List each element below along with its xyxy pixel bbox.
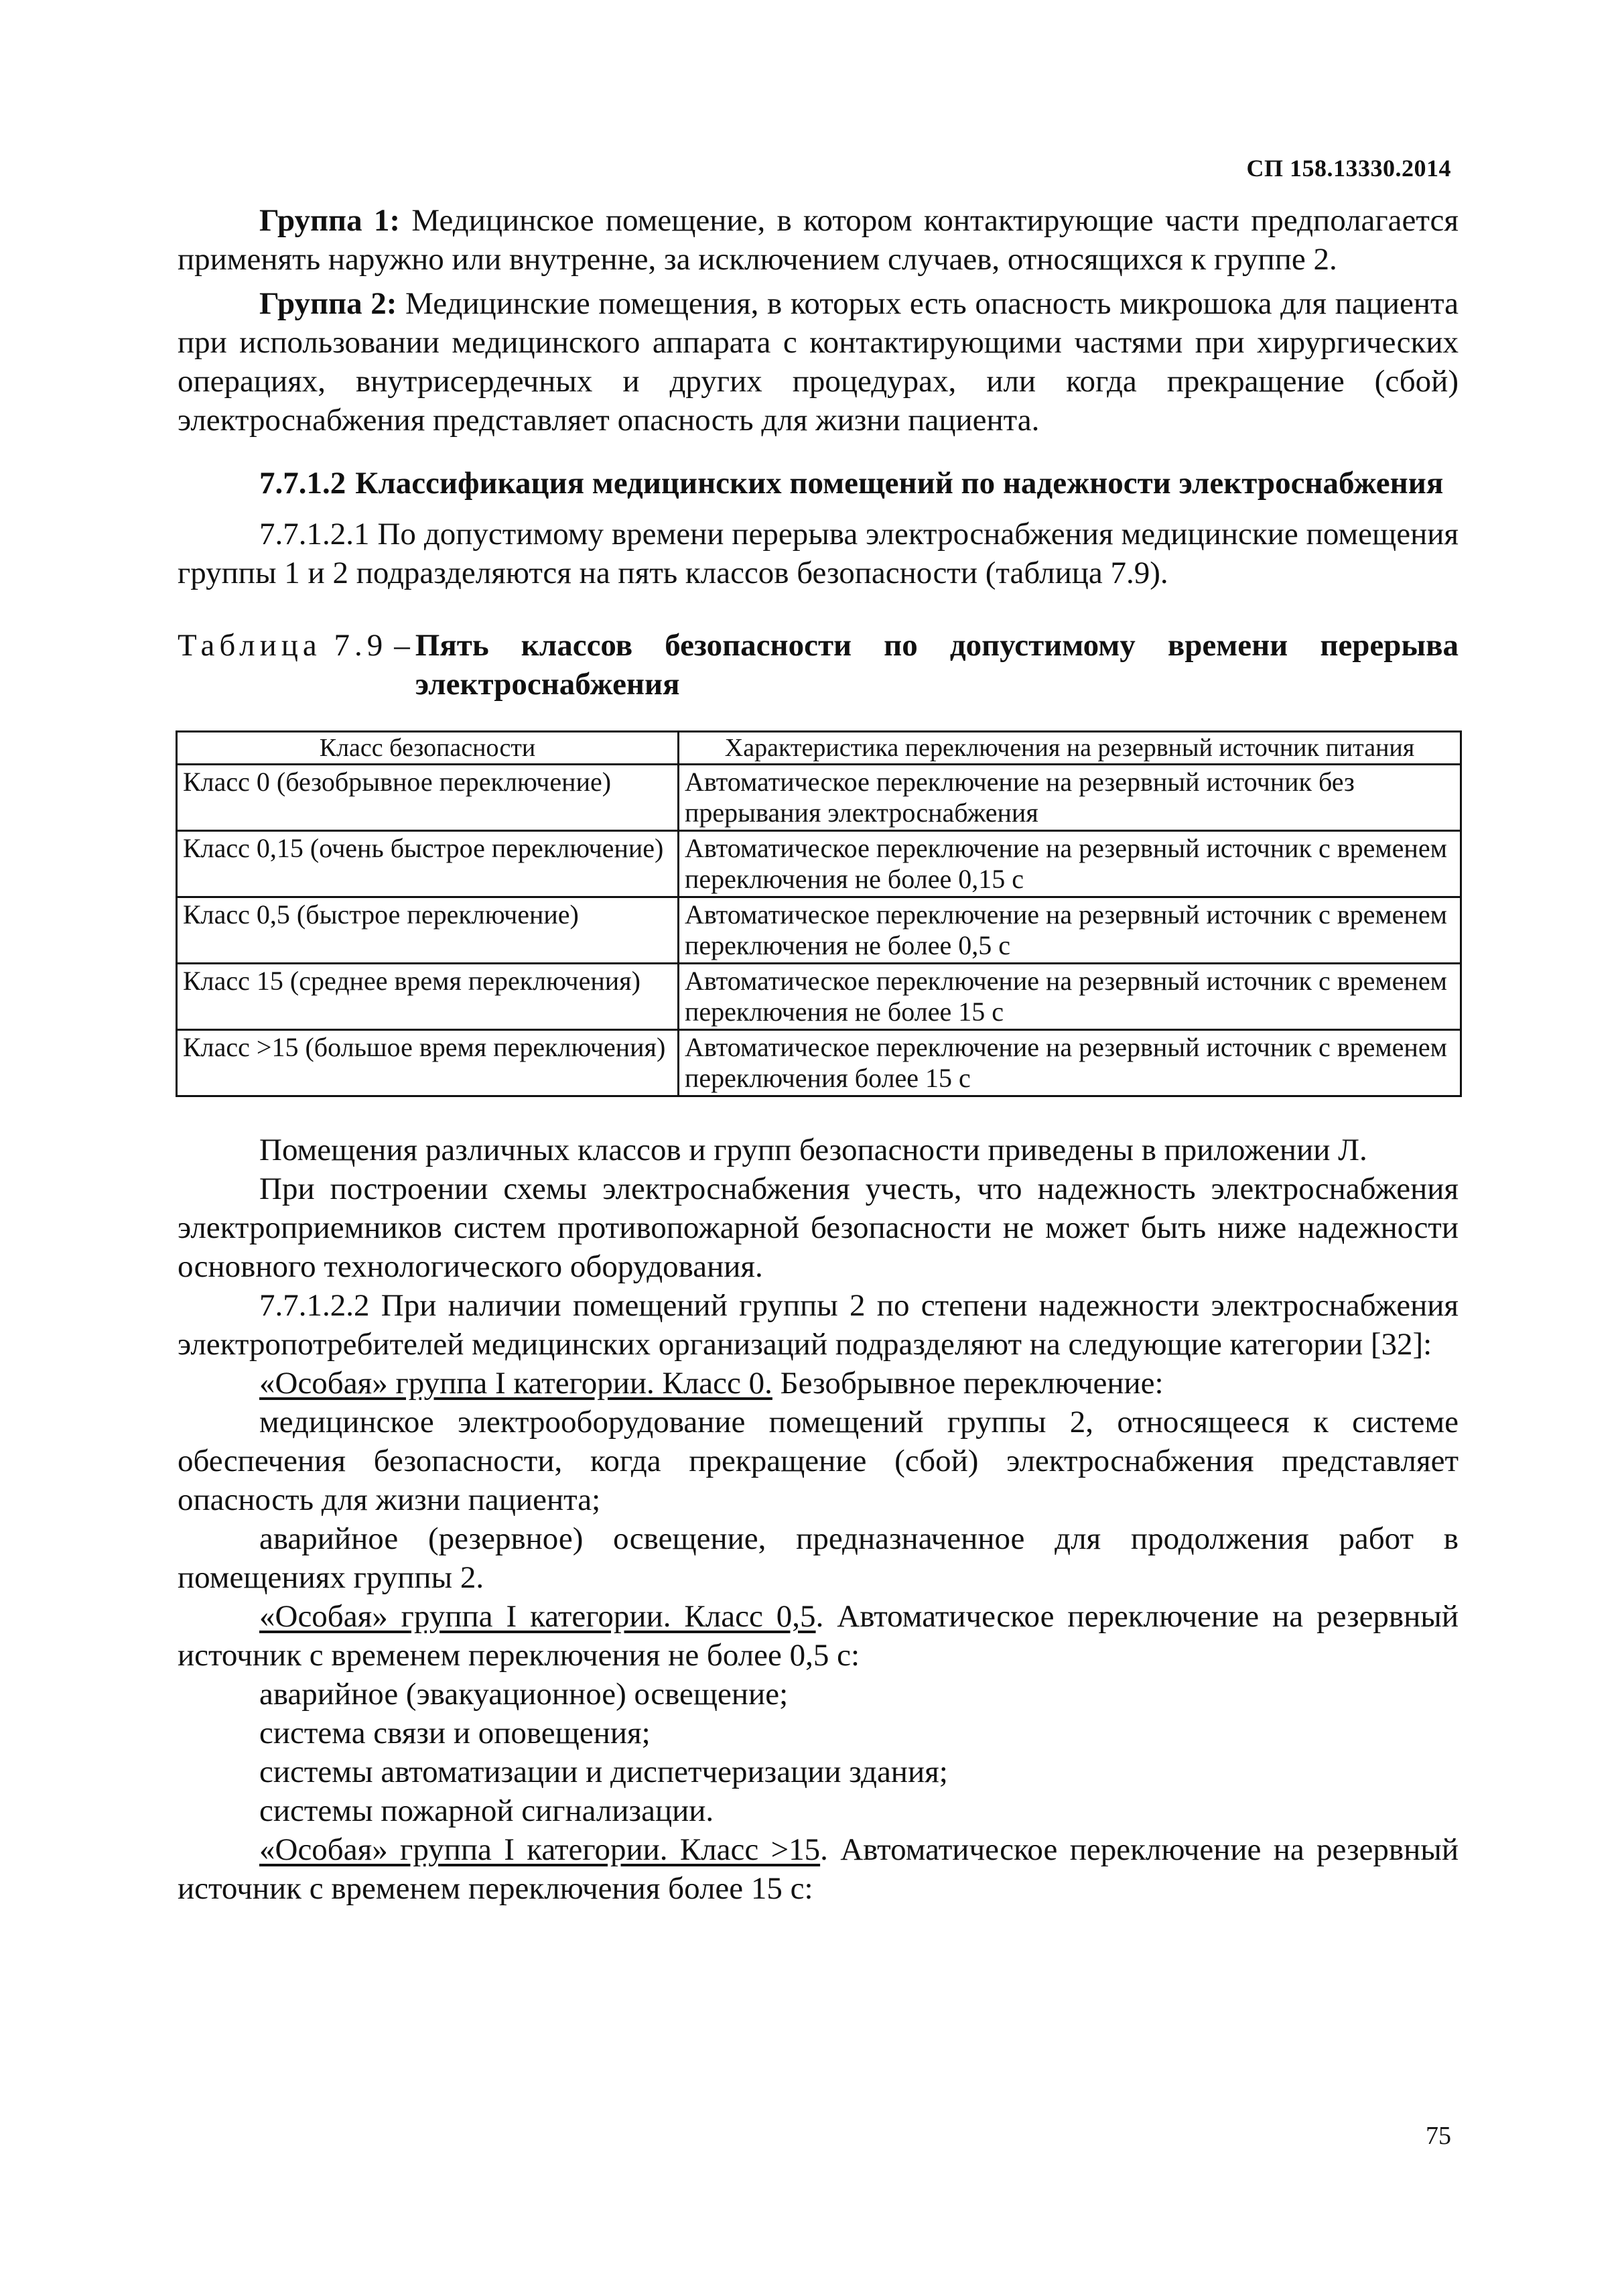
table-cell-characteristic: Автоматическое переключение на резервный источник без прерывания электроснабжения: [679, 765, 1461, 831]
category-class-0: [178, 1364, 1459, 1403]
table-cell-characteristic: Автоматическое переключение на резервный источник с временем переключения более 15 с: [679, 1030, 1461, 1096]
category-class-over-15-text: . Автоматическое переключение на резервный источник с временем переключения более 15 с:: [178, 1832, 1459, 1906]
paragraph-group-2: [178, 284, 1459, 440]
category-class-over-15-title: «Особая» группа I категории. Класс >15: [259, 1832, 821, 1867]
table-cell-class: Класс 0 (безобрывное переключение): [177, 765, 679, 831]
category-class-0-title: «Особая» группа I категории. Класс 0.: [259, 1366, 772, 1401]
group-1-label: Группа 1:: [259, 203, 401, 238]
table-cell-characteristic: Автоматическое переключение на резервный источник с временем переключения не более 0,15 с: [679, 831, 1461, 897]
table-cell-class: Класс 0,15 (очень быстрое переключение): [177, 831, 679, 897]
list-item: медицинское электрооборудование помещений группы 2, относящееся к системе обеспечения безопасности, когда прекращение (сбой) электроснабжения представляет опасность для жизни пациента;: [178, 1405, 1459, 1517]
table-row: [177, 1030, 1461, 1096]
table-cell-characteristic: Автоматическое переключение на резервный источник с временем переключения не более 0,5 с: [679, 897, 1461, 964]
table-cell-class: Класс >15 (большое время переключения): [177, 1030, 679, 1096]
section-heading-7-7-1-2: [178, 464, 1459, 503]
list-item: аварийное (резервное) освещение, предназначенное для продолжения работ в помещениях группы 2.: [178, 1521, 1459, 1595]
table-cell-characteristic: Автоматическое переключение на резервный источник с временем переключения не более 15 с: [679, 964, 1461, 1030]
list-item: системы автоматизации и диспетчеризации здания;: [259, 1755, 948, 1789]
list-item: системы пожарной сигнализации.: [259, 1793, 714, 1828]
table-header-characteristic: Характеристика переключения на резервный источник питания: [679, 732, 1461, 765]
group-2-text: Медицинские помещения, в которых есть опасность микрошока для пациента при использовании медицинского аппарата с контактирующими частями при хирургических операциях, внутрисердечных и других процедурах, или когда прекращение (сбой) электроснабжения представляет опасность для жизни пациента.: [178, 286, 1459, 438]
list-item: аварийное (эвакуационное) освещение;: [259, 1677, 789, 1712]
document-body: [178, 201, 1459, 1908]
page-number: 75: [1426, 2122, 1451, 2150]
paragraph-fire-safety: При построении схемы электроснабжения учесть, что надежность электроснабжения электроприемников систем противопожарной безопасности не может быть ниже надежности основного технологического оборудования.: [178, 1171, 1459, 1284]
group-1-text: Медицинское помещение, в котором контактирующие части предполагается применять наружно или внутренне, за исключением случаев, относящихся к группе 2.: [178, 203, 1459, 277]
group-2-label: Группа 2:: [259, 286, 397, 321]
table-row: [177, 765, 1461, 831]
table-row: [177, 831, 1461, 897]
category-class-0-5-title: «Особая» группа I категории. Класс 0,5: [259, 1599, 816, 1634]
category-class-0-5: [178, 1597, 1459, 1675]
paragraph-7-7-1-2-1: 7.7.1.2.1 По допустимому времени перерыва электроснабжения медицинские помещения группы 1 и 2 подразделяются на пять классов безопасности (таблица 7.9).: [178, 517, 1459, 590]
paragraph-7-7-1-2-2: 7.7.1.2.2 При наличии помещений группы 2 по степени надежности электроснабжения электропотребителей медицинских организаций подразделяют на следующие категории [32]:: [178, 1288, 1459, 1362]
paragraph-group-1: [178, 201, 1459, 279]
table-caption: [178, 626, 1459, 704]
page-header-code: СП 158.13330.2014: [1246, 155, 1451, 182]
table-cell-class: Класс 15 (среднее время переключения): [177, 964, 679, 1030]
table-row: [177, 897, 1461, 964]
table-header-row: [177, 732, 1461, 765]
table-caption-title: Пять классов безопасности по допустимому времени перерыва электроснабжения: [415, 628, 1459, 702]
table-header-class: Класс безопасности: [177, 732, 679, 765]
category-class-0-5-text: . Автоматическое переключение на резервный источник с временем переключения не более 0,5 с:: [178, 1599, 1459, 1673]
table-cell-class: Класс 0,5 (быстрое переключение): [177, 897, 679, 964]
section-title: Классификация медицинских помещений по надежности электроснабжения: [355, 466, 1444, 501]
table-row: [177, 964, 1461, 1030]
table-caption-dash: –: [394, 628, 410, 663]
table-caption-label: Таблица 7.9: [178, 628, 388, 663]
safety-classes-table: [176, 730, 1462, 1097]
category-class-0-text: Безобрывное переключение:: [772, 1366, 1164, 1401]
list-item: система связи и оповещения;: [259, 1716, 651, 1750]
section-number: 7.7.1.2: [259, 466, 346, 501]
paragraph-appendix-ref: Помещения различных классов и групп безопасности приведены в приложении Л.: [259, 1133, 1367, 1167]
category-class-over-15: [178, 1830, 1459, 1908]
